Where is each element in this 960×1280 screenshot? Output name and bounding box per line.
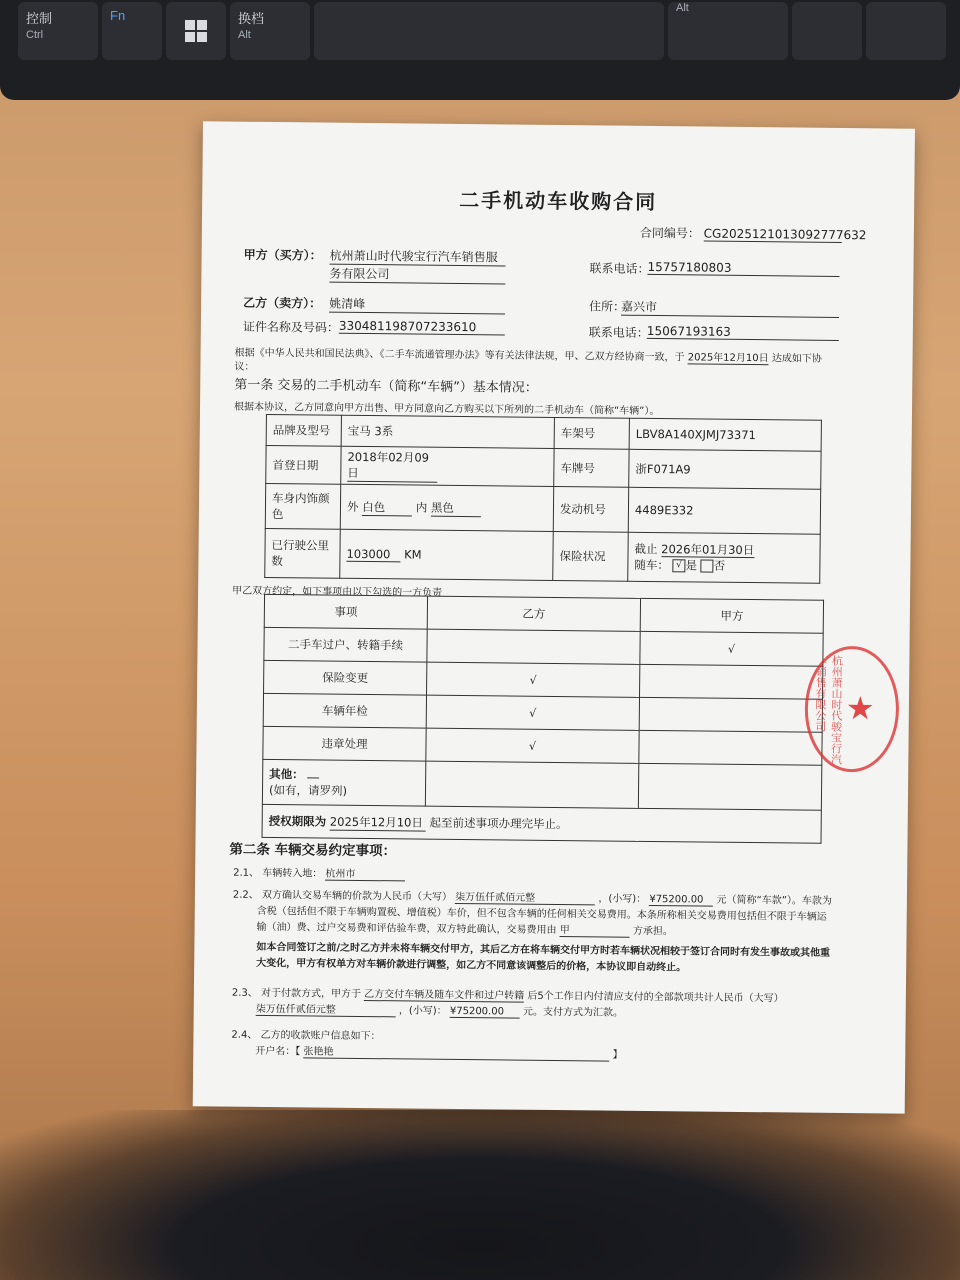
- duty-check-b: √: [426, 695, 639, 730]
- duty-check-a: [639, 697, 822, 732]
- table-row: [262, 759, 821, 810]
- duty-check-b: [425, 761, 638, 808]
- ins-until-label: 截止: [634, 541, 658, 557]
- party-b-addr: 嘉兴市: [621, 298, 839, 318]
- reg-cell: [341, 446, 554, 486]
- key-windows: [166, 2, 226, 60]
- party-a-phone-label: 联系电话：: [589, 261, 650, 276]
- ext-label: 外: [346, 499, 359, 514]
- vin-value: LBV8A140XJMJ73371: [629, 418, 821, 451]
- preamble: [235, 344, 822, 365]
- key-space: [314, 2, 664, 60]
- windows-icon: [185, 20, 207, 42]
- clause-2-2-line2: 含税（包括但不限于车辆购置税、增值税）车价，但不包含车辆的任何相关交易费用。本条所称相关交易费用包括但不限于车辆运: [256, 905, 827, 923]
- preamble-date: 2025年12月10日: [687, 352, 769, 365]
- clause-2-2-text-e: 方承担。: [632, 925, 673, 938]
- clause-2-4-text: 乙方的收款账户信息如下：: [260, 1029, 381, 1043]
- key-right-2: [866, 2, 946, 60]
- duty-other: [262, 759, 425, 806]
- with-car-no-box: [701, 560, 714, 573]
- color-cell: [340, 484, 553, 531]
- mileage-value: 103000: [346, 546, 400, 562]
- duty-check-a: [638, 763, 821, 810]
- clause-2-2-line3: [257, 918, 674, 938]
- party-b-addr-label: 住所：: [589, 299, 626, 314]
- party-a-phone: 15757180803: [647, 260, 839, 277]
- clause-2-1-value: 杭州市: [325, 865, 405, 882]
- key-alt: [230, 2, 310, 60]
- duty-item: 保险变更: [264, 660, 427, 695]
- article-1-intro: 根据本协议，乙方同意向甲方出售、甲方同意向乙方购买以下所列的二手机动车（简称“车辆”）。: [233, 401, 660, 418]
- key-fn-label: Fn: [110, 8, 126, 23]
- article-1-title: 第一条 交易的二手机动车（简称“车辆”）基本情况：: [234, 377, 538, 396]
- int-color: 黑色: [431, 499, 481, 517]
- account-end: 】: [612, 1049, 623, 1061]
- mileage-label-2: 数: [271, 554, 283, 569]
- contract-no: CG2025121013092777632: [703, 226, 867, 243]
- other-label: 其他：: [269, 767, 304, 782]
- mileage-unit: KM: [404, 546, 422, 562]
- clause-2-2-text-b: ，(小写)：: [598, 893, 647, 905]
- key-ctrl: [18, 2, 98, 60]
- deadline-label: 授权期限为: [268, 813, 327, 829]
- duty-check-b: √: [426, 728, 639, 763]
- clause-2-1-text: 车辆转入地：: [262, 867, 323, 880]
- clause-2-3-num: ¥75200.00: [450, 1006, 520, 1019]
- duty-header-b: 乙方: [427, 596, 640, 631]
- keyboard: [0, 0, 960, 100]
- clause-2-2-text-a: 双方确认交易车辆的价款为人民币（大写）: [261, 889, 453, 903]
- table-row: [265, 483, 820, 534]
- key-ctrl-top: 控制: [26, 11, 53, 26]
- color-label: [265, 483, 340, 529]
- clause-2-3-words: 柒万伍仟贰佰元整: [256, 1000, 396, 1017]
- duty-header-a: 甲方: [640, 598, 823, 633]
- with-car-no: 否: [713, 558, 726, 573]
- clause-2-3-text-c: ，(小写)：: [398, 1005, 447, 1017]
- deadline-suffix: 起至前述事项办理完毕止。: [429, 815, 568, 831]
- key-ctrl-bottom: Ctrl: [26, 29, 44, 41]
- duty-intro: 甲乙双方约定，如下事项由以下勾选的一方负责: [232, 585, 443, 599]
- brand-value: 宝马 3系: [341, 415, 554, 448]
- reg-label: 首登日期: [266, 445, 341, 484]
- clause-2-4-no: 2.4、: [231, 1029, 258, 1041]
- contract-title: 二手机动车收购合同: [459, 187, 658, 215]
- insurance-label: 保险状况: [553, 531, 629, 581]
- duty-check-b: [427, 629, 640, 664]
- clause-2-3-no: 2.3、: [231, 987, 258, 999]
- int-label: 内: [415, 500, 428, 515]
- table-row: [262, 804, 821, 843]
- contract-paper: [193, 121, 915, 1113]
- duty-check-b: √: [427, 662, 640, 697]
- table-row: [266, 445, 821, 489]
- deadline-date: 2025年12月10日: [330, 813, 426, 831]
- engine-label: 发动机号: [553, 486, 628, 532]
- clause-2-1-no: 2.1、: [233, 867, 260, 879]
- seal-company-name: 杭州萧山时代骏宝行汽车销售有限公司: [813, 654, 844, 766]
- clause-2-2-payer: 甲: [560, 921, 630, 938]
- clause-2-2-text-d: 输（油）费、过户交易费和评估验车费，双方特此确认，交易费用由: [256, 921, 557, 937]
- key-alt-right: [668, 2, 788, 60]
- ins-until: 2026年01月30日: [661, 542, 755, 558]
- duty-table: [262, 594, 825, 844]
- key-fn: [102, 2, 162, 60]
- mileage-cell: [340, 529, 554, 580]
- seal-star-icon: ★: [845, 689, 875, 728]
- company-seal: [804, 646, 899, 773]
- preamble-text-2: 达成如下协: [771, 353, 822, 365]
- id-number: 330481198707233610: [339, 319, 505, 336]
- account-row: [255, 1042, 623, 1062]
- duty-check-a: [640, 664, 823, 699]
- plate-value: 浙F071A9: [629, 449, 821, 489]
- clause-2-3-text-b: 后5个工作日内付清应支付的全部款项共计人民币（大写）: [527, 990, 784, 1005]
- clause-2-3-condition: 乙方交付车辆及随车文件和过户转籍: [364, 989, 525, 1002]
- party-b-label: 乙方（卖方）：: [243, 295, 322, 311]
- insurance-cell: [628, 532, 821, 583]
- contract-no-label: 合同编号：: [639, 225, 700, 241]
- party-b-phone-label: 联系电话：: [588, 325, 649, 340]
- contract-no-row: [639, 224, 867, 243]
- table-row: [265, 528, 820, 583]
- clause-2-2-amount-words: 柒万伍仟贰佰元整: [455, 888, 595, 905]
- with-car-label: 随车：: [634, 557, 669, 573]
- duty-header-item: 事项: [264, 594, 427, 629]
- with-car-yes-box: √: [672, 559, 685, 572]
- clause-2-2-text-c: 元（简称“车款”）。车款为: [716, 894, 832, 907]
- cloth-shadow: [0, 1110, 960, 1280]
- deadline-row: [262, 804, 821, 843]
- preamble-text: 根据《中华人民共和国民法典》、《二手车流通管理办法》等有关法律法规，甲、乙双方经协商一致，于: [234, 347, 685, 364]
- plate-label: 车牌号: [554, 448, 629, 487]
- duty-check-a: [639, 730, 822, 765]
- reg-date: 2018年02月09日: [347, 449, 437, 483]
- color-label-1: 车身内饰颜: [272, 491, 330, 506]
- account-label: 开户名：【: [255, 1045, 301, 1058]
- engine-value: 4489E332: [628, 487, 820, 534]
- clause-2-2-bold-2: 大变化，甲方有权单方对车辆价款进行调整，如乙方不同意该调整后的价格，本协议即自动终止。: [256, 957, 687, 974]
- key-alt-top: 换档: [238, 11, 265, 26]
- with-car-yes: 是: [685, 558, 698, 573]
- clause-2-4: [231, 1026, 380, 1043]
- party-a-label: 甲方（买方）：: [243, 247, 322, 263]
- id-label: 证件名称及号码：: [242, 319, 339, 335]
- clause-2-3-text-d: 元。支付方式为汇款。: [523, 1006, 624, 1019]
- article-2-title: 第二条 车辆交易约定事项：: [229, 841, 397, 860]
- mileage-label-1: 已行驶公里: [271, 538, 330, 553]
- duty-item: 违章处理: [263, 726, 426, 761]
- key-alt-bottom: Alt: [238, 29, 251, 41]
- account-name: 张艳艳: [303, 1042, 609, 1061]
- party-a-name-2: 务有限公司: [329, 265, 505, 285]
- color-label-2: 色: [271, 507, 284, 522]
- party-a-name-1: 杭州萧山时代骏宝行汽车销售服: [330, 247, 506, 267]
- clause-2-3-text-a: 对于付款方式，甲方于: [260, 987, 362, 1000]
- vin-label: 车架号: [554, 417, 629, 449]
- other-blank: [307, 777, 319, 778]
- clause-2-1: [233, 864, 405, 882]
- clause-2-2-amount-num: ¥75200.00: [649, 894, 713, 907]
- duty-item: 车辆年检: [263, 693, 426, 728]
- duty-item: 二手车过户、转籍手续: [264, 627, 427, 662]
- preamble-3: 议：: [234, 361, 255, 373]
- party-b-name: 姚清峰: [329, 295, 505, 315]
- key-right-1: [792, 2, 862, 60]
- mileage-label: [265, 528, 341, 578]
- clause-2-3-line2: [256, 1000, 624, 1020]
- brand-label: 品牌及型号: [266, 414, 341, 446]
- vehicle-table: [264, 414, 822, 584]
- other-note: (如有，请罗列): [268, 783, 348, 798]
- duty-check-a: √: [640, 631, 823, 666]
- clause-2-2-no: 2.2、: [232, 889, 259, 901]
- ext-color: 白色: [362, 498, 412, 516]
- party-b-phone: 15067193163: [647, 324, 839, 341]
- clause-2-2-bold-1: 如本合同签订之前/之时乙方并未将车辆交付甲方，其后乙方在将车辆交付甲方时若车辆状况相较于签订合同时有发生事故或其他重: [256, 941, 831, 959]
- key-alt-right-label: Alt: [676, 2, 689, 14]
